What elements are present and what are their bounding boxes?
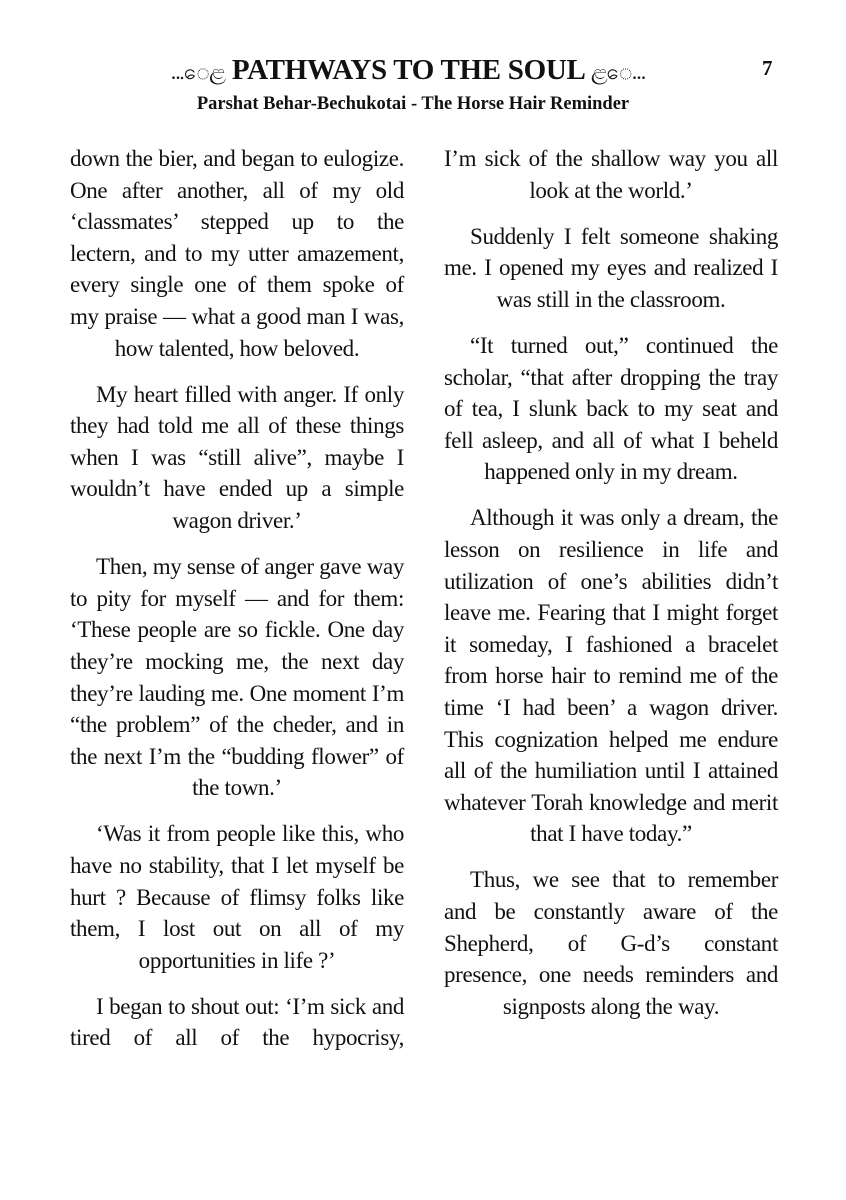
ornament-left-icon: ...ေළ [170,59,225,84]
paragraph: Then, my sense of anger gave way to pity for myself — and for them: ‘These people are so fickle. One day they’re mocking me, the next day they’re lauding me. One moment I’m “the problem” of the cheder, and in the next I’m the “budding flower” of the town.’ [70,554,404,801]
paragraph: Although it was only a dream, the lesson on resilience in life and utilization of one’s abilities didn’t leave me. Fearing that I might forget it someday, I fashioned a bracelet from horse hair to remind me of the time ‘I had been’ a wagon driver. This cognization helped me endure all of the humiliation until I attained whatever Torah knowledge and merit that I have today.” [444,505,778,847]
paragraph: I began to shout out: ‘I’m sick and tired of all of the hypocrisy, [70,993,404,1051]
paragraph: “It turned out,” continued the scholar, “that after dropping the tray of tea, I slunk back to my seat and fell asleep, and all of what I beheld happened only in my dream. [444,332,778,485]
page-header [0,52,846,115]
running-title [171,52,645,90]
ornament-right-icon: ළေ... [590,59,646,84]
paragraph: I’m sick of the shallow way you all look at the world.’ [444,146,778,203]
paragraph: Suddenly I felt someone shaking me. I opened my eyes and realized I was still in the classroom. [444,223,778,312]
left-column [70,143,404,1069]
page-number: 7 [762,56,773,80]
paragraph: Thus, we see that to remember and be constantly aware of the Shepherd, of G-d’s constant presence, one needs reminders and signposts along the way. [444,867,778,1019]
paragraph: My heart filled with anger. If only they had told me all of these things when I was “still alive”, maybe I wouldn’t have ended up a simple wagon driver.’ [70,381,404,534]
paragraph: down the bier, and began to eulogize. One after another, all of my old ‘classmates’ stepped up to the lectern, and to my utter amazement, every single one of them spoke of my praise — what a good man I was, how talented, how beloved. [70,146,404,361]
title-text: PATHWAYS TO THE SOUL [231,54,584,86]
right-column [444,143,778,1037]
chapter-subtitle: Parshat Behar-Bechukotai - The Horse Hair Reminder [196,94,630,114]
paragraph: ‘Was it from people like this, who have no stability, that I let myself be hurt ? Because of flimsy folks like them, I lost out on all of my opportunities in life ?’ [70,821,404,973]
